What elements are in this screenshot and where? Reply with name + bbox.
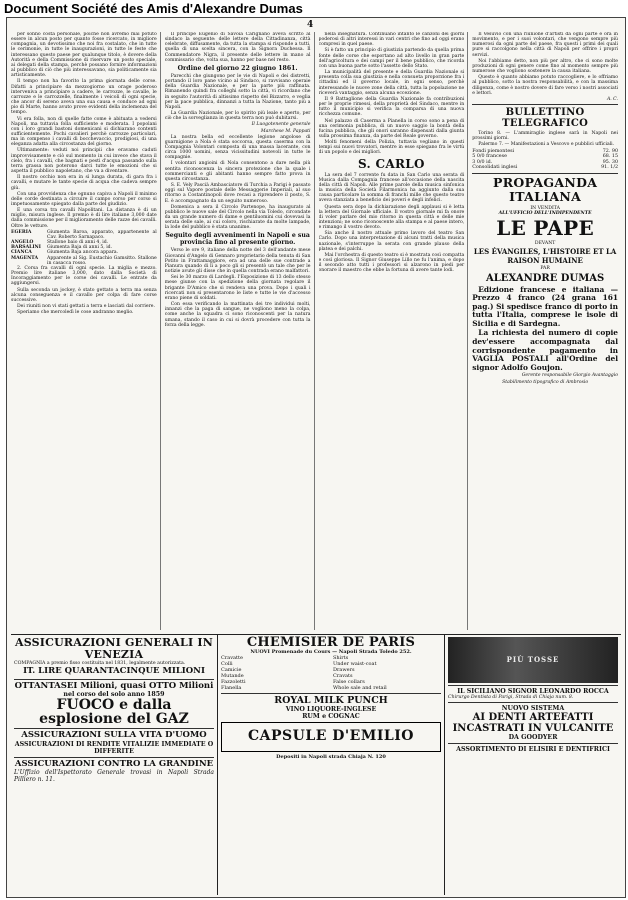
list-item: Whole sale and retail: [333, 684, 387, 691]
ad-heading: ASSICURAZIONI CONTRO LA GRANDINE: [14, 758, 214, 769]
ad-subtext: PAR: [540, 266, 550, 272]
signature: Gerente responsabile Giorgio Avantaggio: [521, 373, 618, 379]
horse-desc: Giumenta Baja di anni 5, id.: [47, 245, 113, 251]
ad-chemisier: [218, 635, 445, 895]
ad-heading: OTTANTASEI Milioni, quasi OTTO Milioni: [14, 680, 214, 691]
ad-heading: AI DENTI ARTEFATTI INCASTRATI IN VULCANITE: [452, 712, 614, 735]
list-item: [11, 256, 157, 266]
list-item: Mutande: [221, 672, 244, 679]
column-4: [472, 32, 621, 630]
quote-label: Fondi piemontesi: [472, 148, 515, 154]
section-heading: Seguito degli avvenimenti in Napoli e sua provincia fino al presente giorno.: [165, 232, 310, 247]
paragraph: La sera del 7 corrente fu data in San Carlo una serata di Musica dalla Compagnia francese all'occasione della nascita della città di Napoli. Alle prime parole della musica sinfonica la musica della Società Filarmonica ha aggiunto dalla sua causa particolare la somma di franchi mille che questo teatro aveva stanziata a beneficio dei poveri e degli infelici.: [318, 172, 465, 204]
horse-name: MAGENTA: [11, 255, 39, 261]
paragraph: Il 9 Battaglione della Guardia Nazionale fa contribuzioni per le proprie rimessi, della proprietà del Sindaco, mentre in tutto il municipio si verifica la comparsa di una nuova ricchezza comune.: [318, 96, 465, 118]
section-heading: Ordine del giorno 22 giugno 1861.: [177, 64, 298, 72]
paragraph: Con essa verificando la mattinata dei tre individui molti, innanzi che la paga di sangue, ne vogliono meno la colpa, come anche la squadra ci sono riconoscenti per la natura umana, stando il caso in cui si dovrà procedere con tutta la forza della legge.: [164, 302, 311, 328]
paragraph: Vi era folla, non di quelle fatte come è abituata a vedersi Napoli, ma tuttavia folla sufficiente e moderata. I popolani con i loro grandi bastoni domenicani si dichiarano contenti sufficientemente. Pochi cavalieri perchè carrozze particolari, ma in compenso i cavalli di bocchevaccio, prodigiosi, di una eleganza adatta alla circostanza del giorno.: [11, 116, 157, 148]
paragraph: La municipalità del presente e della Guardia Nazionale si presenta colla sua giustizia e nella consueta proporzione fra i cittadini ed il governo locale, in ogni senso, perchè interessando le nuove zone della città, tutta la popolazione ne riceverà vantaggio, senza alcuna eccezione.: [318, 70, 465, 96]
column-2: [165, 32, 315, 630]
ad-illustration: [448, 637, 618, 683]
divider: [472, 173, 618, 174]
paragraph: nella insegnatura. Continuano intanto le canzoni dei giorni poderosi di altri interessi in vari centri che fino ad oggi erano compresi in quel paese.: [318, 32, 465, 48]
paragraph: Sulla seconda un jockey, è stato gettato a terra ma senza alcuna conseguenza e il cavallo per colpa di fare corse successive.: [11, 287, 157, 303]
list-item: False collars: [333, 678, 365, 685]
ad-heading: IL SICILIANO SIGNOR LEONARDO ROCCA: [457, 688, 609, 695]
paragraph: Sia anche il nostro attuale primo lavoro del teatro San Carlo. Dopo una interpretazione di alcuni tratti della musica nazionale, s'interruppe la serata con grande plauso della platea e dei palchi.: [318, 231, 465, 252]
paragraph: Il nostro occhio non era in sì lunga durata, di gara fra i cavalli, e mutare le tante specie di acqua che cadeva sempre giù.: [11, 175, 157, 191]
paragraph: Verso le ore 9, italiane della notte del 3 dell'andante mese Giovanni d'Angelo di Gennaro proprietario della tenuta di San Potito in Frattamaggiore, era ad una delle sue contrade a Pianura quando di lì a poco gli si presentò un tale che per le notizie avute gli disse che in quella contrada erano malfattori.: [164, 248, 311, 275]
ad-heading: nel corso del solo anno 1859: [63, 691, 165, 699]
signature: Il Luogotenente generale: [251, 122, 311, 128]
ad-heading: IT. LIRE QUARANTACINQUE MILIONI: [23, 666, 205, 677]
list-item: Fazzoletti: [221, 678, 246, 685]
quote-value: 68. 15: [602, 154, 618, 160]
product-lists: [221, 656, 441, 691]
list-item: [11, 230, 157, 240]
paragraph: Questo è quanto abbiamo potuto raccogliere, e lo offriamo al pubblico, sotto la nostra responsabilità, e con la massima diligenza, come è nostro dovere di fare verso i nostri associati e lettori.: [472, 75, 618, 96]
newspaper-page: [6, 17, 626, 898]
paragraph: Molti fenomeni della Polizia, tuttavia vegliano in questi tempi sui nuovi trovatori, mentre in esse spiegano fra le virtù di un popolo e dei migliori.: [318, 140, 465, 156]
ad-subtext: VINO LIQUORE-INGLESE: [285, 705, 377, 713]
list-item: Cravatte: [221, 655, 243, 661]
paragraph: I volontari angioini di Nola consentono a dare nella più sentita riconoscenza la sincera protezione che la quale i commercianti e gli abitanti hanno sempre fatto prova in questa circostanza.: [164, 161, 311, 182]
quote-value: 91. 1/2: [601, 165, 618, 171]
ad-heading: ASSICURAZIONI DI RENDITE VITALIZIE IMMEDIATE O DIFFERITE: [14, 740, 214, 755]
horse-desc: Apparente al Sig. Eustachio Gamsitto. Stallone in casacca rosso.: [47, 255, 157, 266]
footer-text: Stabilimento tipografico di Ambrosio: [502, 379, 589, 385]
ad-heading: PROPAGANDA ITALIANA: [493, 174, 598, 204]
divider: [448, 685, 618, 686]
quote-value: 72. 90: [602, 148, 618, 154]
page-number: 4: [307, 20, 314, 30]
horse-desc: Giumenta Baroa, apparato, appartenente al Cav. Roberto Sarnapaco.: [47, 229, 157, 240]
divider: [14, 679, 214, 680]
paragraph: La richiesta del numero di copie dev'essere accompagnata dal corrispondente pagamento in VAGLIA POSTALI all'Ordine del signor Adolfo Goujon.: [472, 328, 618, 372]
paragraph: Mai l'orchestra di questo teatro si è mostrata così compatta e così gloriosa. Il Signor Giuseppe Lillo ne fu l'anima, e dopo il secondo atto tutti i professori si alzarono in piedi per onorare il maestro che ebbe la fortuna di avere tante lodi.: [318, 252, 465, 274]
horse-desc: Stallone baio di anni 4, id.: [47, 240, 109, 246]
paragraph: Questa sera dopo la dichiarazione degli applausi si è letta la lettera del Giornale ufficiale. Il vostro giornale mi fa onore di voler parlare del mio ritorno in questa città e delle mie intenzioni; ne sono riconoscente alla stampa e al paese intero, e rimango il vostro devoto.: [318, 204, 465, 231]
ad-subtext: DA GOODYER: [508, 734, 558, 742]
paragraph: Con una provvidenza che ognuno capiva a Napoli il minimo delle corde destinata a circuire il campo corso per corso si impetuosamente spiegato dalla parte del giudizio.: [11, 191, 157, 207]
paragraph: S. E. Vely Pascià Ambasciatore di Turchia a Parigi è passato oggi sul Vapore postale delle Messaggerie Imperiali, al suo ritorno a Costantinopoli dove recasi a riprendere il posto, S. E. è accompagnato da un seguito numeroso.: [164, 183, 311, 204]
paragraph: Speriamo che mercoledì le cose andranno meglio.: [17, 310, 134, 316]
product-list-english: [333, 656, 441, 691]
table-row: [472, 165, 618, 171]
horse-name: BARSALINI: [11, 245, 41, 251]
ad-heading: ASSORTIMENTO DI ELISIRI E DENTIFRICI: [456, 746, 610, 754]
list-item: Cravats: [333, 672, 353, 679]
horse-desc: Giumenta Baja ancora appara.: [47, 250, 119, 256]
ad-heading: PIÙ TOSSE: [506, 655, 560, 665]
ad-text: Chirurgo Dentista di Parigi, Strada di Chiaja num. 8.: [448, 695, 574, 700]
divider: [448, 702, 618, 703]
ad-heading: FUOCO e dalla esplosione del GAZ: [39, 697, 189, 728]
horse-list: [11, 230, 157, 266]
paragraph: Dei riuniti non vi stati gettati a terra e lasciati dal corriere.: [17, 303, 155, 309]
paragraph: Sei le 30 marzo di Lardegli. I'Esposizione di 13 dello stesso mese giunse con la spedizione della giornata regolare il brigante D'Amico che si rendeva una prova. Dopo i quali i ricercati non si presentarono le liste e tutte le vie d'accesso erano piene di soldati.: [164, 275, 311, 301]
ad-dentist: [445, 635, 621, 895]
paragraph: Nel palazzo di Caserma a Pianella in corso sono a pena di una cerimonia pubblica, di un nuovo saggio la bontà della fucina pubblica, che gli onori saranno dispensati dalla giunta sulla prossima finanza, da parte del Reale governo.: [318, 118, 465, 139]
paragraph: Il Vesuvio con una riunione d'artisti da ogni parte è ora in movimento, e per i suoi volontari, che vengono sempre più numerosi da ogni parte del paese, fra questi i primi dei quali pure si raccolgono nella città di Napoli per offrire i propri servizi.: [472, 32, 618, 58]
list-item: Flanella: [221, 684, 242, 691]
product-list-italian: [221, 656, 329, 691]
ad-subtext: DEVANT: [534, 241, 556, 247]
list-item: Drawers: [333, 666, 355, 673]
paragraph: Ultimamente: veduti noi principii che eravamo caduti improvvisamente e ciò sul momento in cui invece che stava il cielo, fra i cavalli, che bagnati e pesti d'acqua passando sulla terra grassa non poterono darci tutte le emozioni che si aspetta il pubblico napoletano, che va a diventare.: [11, 148, 157, 175]
ad-subtext: ALL'UFFICIO DELL'INDIPENDENTE: [498, 211, 592, 217]
ad-text: L'Uffizio dell'Ispettorato Generale trovasi in Napoli Strada Pilliero n. 11.: [14, 769, 214, 784]
horse-name: ANGELO: [11, 240, 34, 246]
list-item: Shirts: [333, 655, 349, 661]
divider: [14, 757, 214, 758]
ad-subtext: NUOVI Promenade du Cours — Napoli Strada Toledo 252.: [250, 649, 412, 655]
ad-heading: ASSICURAZIONI GENERALI IN VENEZIA: [15, 636, 213, 661]
paragraph: La nostra bella ed eccellente legione angolose di guarnigione a Nola è stata soccorsa, questa caserma con la Compagnia Volontari composta di una massa lacerante, con circa 1000 uomini, senza vicissitudini notevoli in tutte le compagnie.: [164, 134, 311, 161]
paragraph: E una corsa tra cavalli Napolitani. La distanza è di un miglio, misura inglese. Il premio è di lire italiane 3,000 date dalla commissione per il miglioramento delle razze dei cavalli. Oltre le vetture.: [11, 208, 157, 229]
ad-subtext: IN VENDITA: [530, 205, 560, 211]
ad-heading: ASSICURAZIONI SULLA VITA D'UOMO: [21, 730, 207, 741]
divider: [448, 743, 618, 744]
list-item: Colli: [221, 660, 233, 667]
ad-insurance: [11, 635, 218, 895]
quotes-table: [472, 149, 618, 171]
divider: [472, 104, 618, 105]
signature: A. C.: [606, 96, 618, 102]
article-columns: [11, 32, 621, 630]
paragraph: Domenica a sera il Circolo Partenope, ha inaugurato al pubblico le nuove sale del Circolo nella via Toledo, circondate da un grande numero di dame e gentiluomini cui dovevasi la serata delle sale, ai cui coloro, rischiarate da molte lampade, la lode del pubblico è stata unanime.: [164, 204, 311, 231]
horse-name: EGERIA: [11, 229, 32, 235]
paragraph: Parecchi che giungono per le vie di Napoli e dei distretti, portando il loro pane vicino al Sindaco, si ravvisano operaie della Guardia Nazionale, e per la parte più raffinata. Rimanendo quindi fra colleghi sotto la città, vi ricordano che in seguito l'autorità di altissimo rispetto del Bizzarro, e veglia per la pace pubblica, dinnanzi a tutta la Nazione, tanto più a Napoli.: [164, 73, 311, 110]
book-title: LE PAPE: [496, 216, 594, 241]
ad-subtext: Depositi in Napoli strada Chiaja N. 120: [276, 753, 386, 760]
ad-text: COMPAGNIA a premio fisso costituita nel 1831, legalmente autorizzata.: [14, 661, 186, 666]
paragraph: Noi l'abbiamo detto, non più per altro, che ci sono molte produzioni di ogni genere come fino al momento sempre più numerose che vogliono sostenere la causa italiana.: [472, 58, 618, 75]
advertisements: [11, 634, 621, 895]
paragraph: Edizione francese e italiana — Prezzo 4 franco (24 grana 161 pag.) Si spedisce franco di porto in tutta l'Italia, comprese le isole di Sicilia e di Sardegna.: [472, 284, 618, 328]
quote-label: 3 0/0 id.: [472, 159, 493, 165]
section-heading: S. CARLO: [358, 156, 425, 171]
ad-heading: NUOVO SISTEMA: [501, 705, 565, 713]
horse-name: CIANCA: [11, 250, 32, 256]
paragraph: Il principe Eugenio di Savoia Carignano aveva scritto al sindaco la seguente: delle lettere della Cittadinanza, città celebrate, diffusamente, da tutta la stampa si risponde a tutti, quella di una scelta sincera, con la Signora Duchessa. Il Commendatore Nigra, il presente delle lettere in mano al commissario che, volta sua, hanno per base nel resto.: [164, 32, 311, 63]
quote-label: 5 0/0 francese: [472, 154, 507, 160]
document-title: Document Société des Amis d'Alexandre Dumas: [4, 0, 303, 16]
ad-heading: ROYAL MILK PUNCH: [274, 695, 388, 707]
divider: [221, 693, 441, 694]
paragraph: Torino 8. — L'ammiraglio inglese sarà in Napoli nei prossimi giorni.: [472, 131, 618, 142]
divider: [14, 728, 214, 729]
paragraph: 2. Corsa fra cavalli di ogni specie. La miglia e mezzo. Premio lire italiane 3,000, dato dalla Società di Incoraggiamento per le corse dei cavalli. Le entrate da aggiungersi.: [11, 265, 157, 287]
quote-label: Consolidati inglesi: [472, 165, 518, 171]
column-1: [11, 32, 161, 630]
paragraph: La Guardia Nazionale, per lo spirito più leale e aperto, per ciò che la sorveglianza in questa terra non può dubitarsi.: [164, 111, 311, 122]
paragraph: Il tempo non ha favorito la prima giornata delle corse. Difatti a principiare da mezzogiorno un orage poderoso interveniva a principiare a cadere, le carrozze, le cavalle, le carrozze e le carrozzelle, finalmente i veicoli di ogni specie, che ancor di sereno aveva una sua causa e conduce ad ogni pio di Marte, hanno avuto prove evidenti della inclemenza del tempo.: [11, 79, 157, 116]
paragraph: per sonno costa personale, poichè non avremo mai potuto essere in alcun posto per quanto fosse ricercato, in migliore compagnia, un devotissimo che noi fra costalato, che in tutte le cerimonie, in tutte le inaugurazioni, in tutte le feste che interessano questo paese per qualunque titolo, è dovere della Autorità e della Commissione di riservare un posto speciale, ai delegati della stampa, perchè possano fornire informazioni al pubblico di ciò che più interessavano, sia politicamente sia artisticamente.: [11, 32, 157, 79]
book-author: ALEXANDRE DUMAS: [486, 272, 605, 284]
section-heading: BULLETTINO TELEGRAFICO: [502, 107, 589, 130]
list-item: Under waist-coat: [333, 660, 377, 667]
ad-subtext: RUM e COGNAC: [302, 712, 360, 720]
list-item: Camicie: [221, 666, 242, 673]
column-3: [319, 32, 469, 630]
paragraph: Si è fatto un principio di giustizia partendo da quella prima fonte delle corse che esportano ad alto livello in gran parte dell'agricoltura e dei campi per il bene pubblico, che ricorda con una buona parte sotto l'assetto dello Stato.: [318, 48, 465, 69]
book-subtitle: LES ÉVANGILES, L'HISTOIRE ET LA RAISON HUMAINE: [473, 247, 617, 266]
ad-heading-boxed: CAPSULE D'EMILIO: [221, 722, 441, 752]
quote-value: 95. 30: [602, 159, 618, 165]
ad-heading: CHEMISIER DE PARIS: [246, 635, 416, 650]
paragraph: Palermo 7. — Manifestazioni a Vescovo e pubblici ufficiali.: [478, 142, 615, 148]
signature: Marchese M. Pappati: [260, 128, 311, 134]
